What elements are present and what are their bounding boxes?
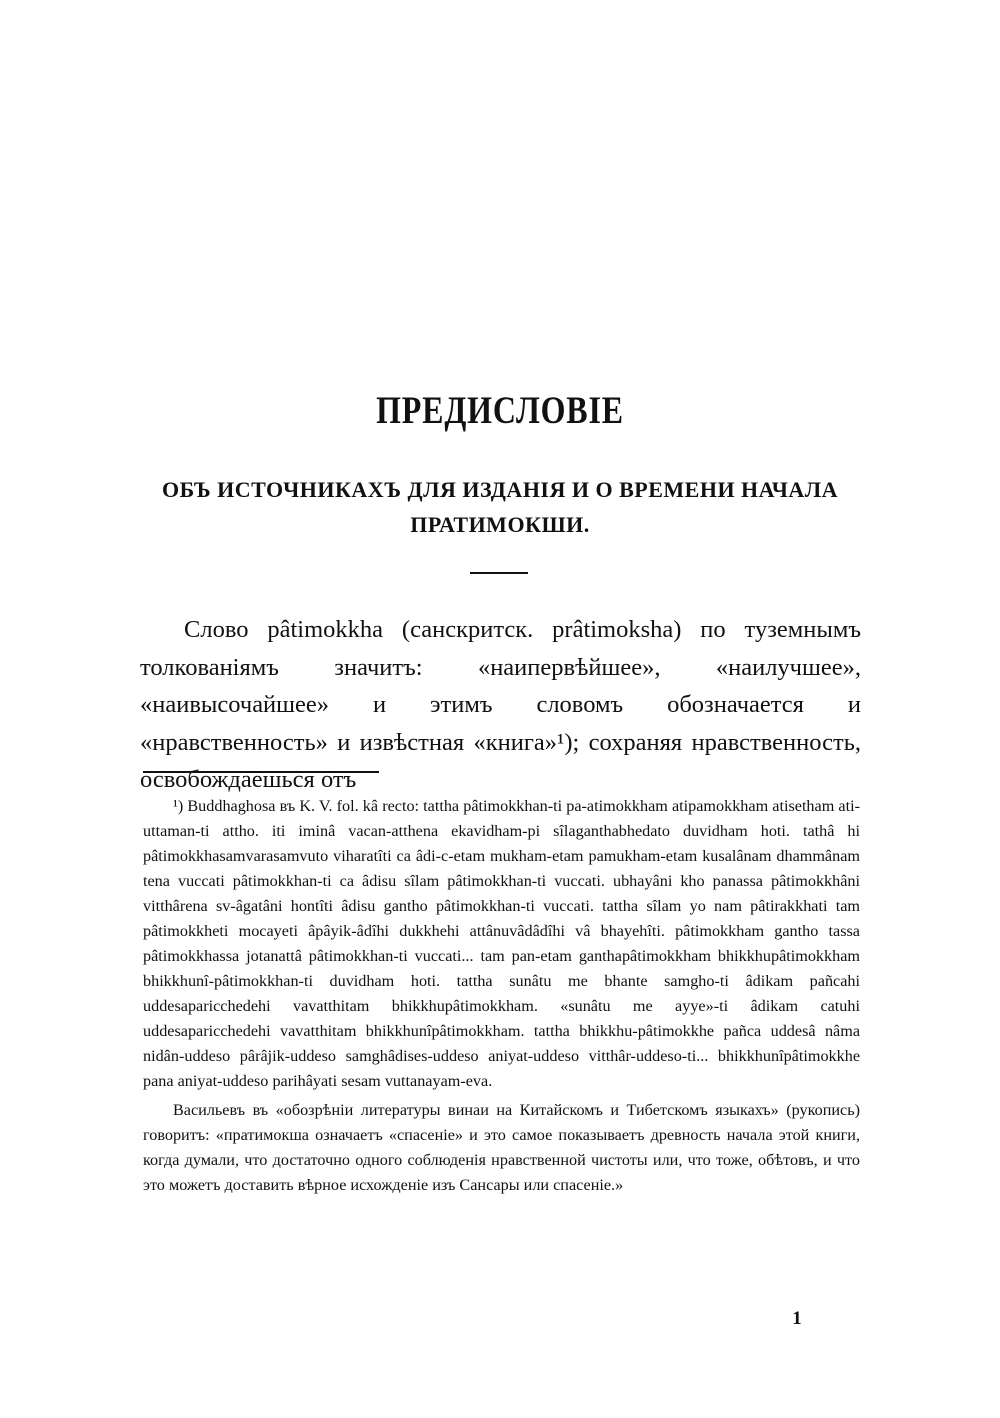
- footnote-2: Васильевъ въ «обозрѣніи литературы винаи на Китайскомъ и Тибетскомъ языкахъ» (рукопись) говоритъ: «пратимокша означаетъ «спасеніе» и это самое показываетъ древность начала этой книги, когда думали, что достаточно одного соблюденія нравственной чистоты или, что тоже, обѣтовъ, и что это можетъ доставить вѣрное исхожденіе изъ Сансары или спасеніе.»: [143, 1101, 860, 1194]
- page-number: 1: [792, 1308, 802, 1329]
- footnote-divider: [143, 771, 379, 773]
- body-paragraph: Слово pâtimokkha (санскритск. prâtimoksha) по туземнымъ толкованіямъ значитъ: «наипервѣйшее», «наилучшее», «наивысочайшее» и этимъ словомъ обозначается и «нравственность» и извѣстная «книга»¹); сохраняя нравственность, освобождаешься отъ: [140, 616, 861, 793]
- footnotes: [143, 794, 860, 1202]
- title-divider: [470, 572, 528, 574]
- page-subtitle: ОБЪ ИСТОЧНИКАХЪ ДЛЯ ИЗДАНІЯ И О ВРЕМЕНИ НАЧАЛА ПРАТИМОКШИ.: [161, 477, 839, 537]
- footnote-1: ¹) Buddhaghosa въ K. V. fol. kâ recto: tattha pâtimokkhan-ti pa-atimokkham atipamokkham atisetham ati-uttaman-ti attho. iti iminâ vacan-atthena ekavidham-pi sîlaganthabhedato duvidham hoti. tathâ hi pâtimokkhasamvarasamvuto viharatîti ca âdi-c-etam mukham-etam pamukham-etam kusalânam dhammânam tena vuccati pâtimokkhan-ti ca âdisu sîlam pâtimokkhan-ti vuccati. ubhayâni kho panassa pâtimokkhâni vitthârena sv-âgatâni hontîti âdisu gantho pâtimokkhan-ti vuccati. tattha sîlam yo nam pâtirakkhati tam pâtimokkheti mocayeti âpâyik-âdîhi dukkhehi attânuvâdâdîhi vâ bhayehîti. pâtimokkham gantho tassa pâtimokkhassa jotanattâ pâtimokkhan-ti vuccati... tam pan-etam ganthapâtimokkham bhikkhupâtimokkham bhikkhunî-pâtimokkhan-ti duvidham hoti. tattha sunâtu me bhante samgho-ti âdikam pañcahi uddesaparicchedehi vavatthitam bhikkhupâtimokkham. «sunâtu me ayye»-ti âdikam catuhi uddesaparicchedehi vavatthitam bhikkhunîpâtimokkham. tattha bhikkhu-pâtimokkhe pañca uddesâ nâma nidân-uddeso pârâjik-uddeso samghâdises-uddeso aniyat-uddeso vitthâr-uddeso-ti... bhikkhunîpâtimokkhe pana aniyat-uddeso parihâyati sesam vuttanayam-eva.: [143, 797, 860, 1090]
- page-title: ПРЕДИСЛОВІЕ: [376, 389, 624, 432]
